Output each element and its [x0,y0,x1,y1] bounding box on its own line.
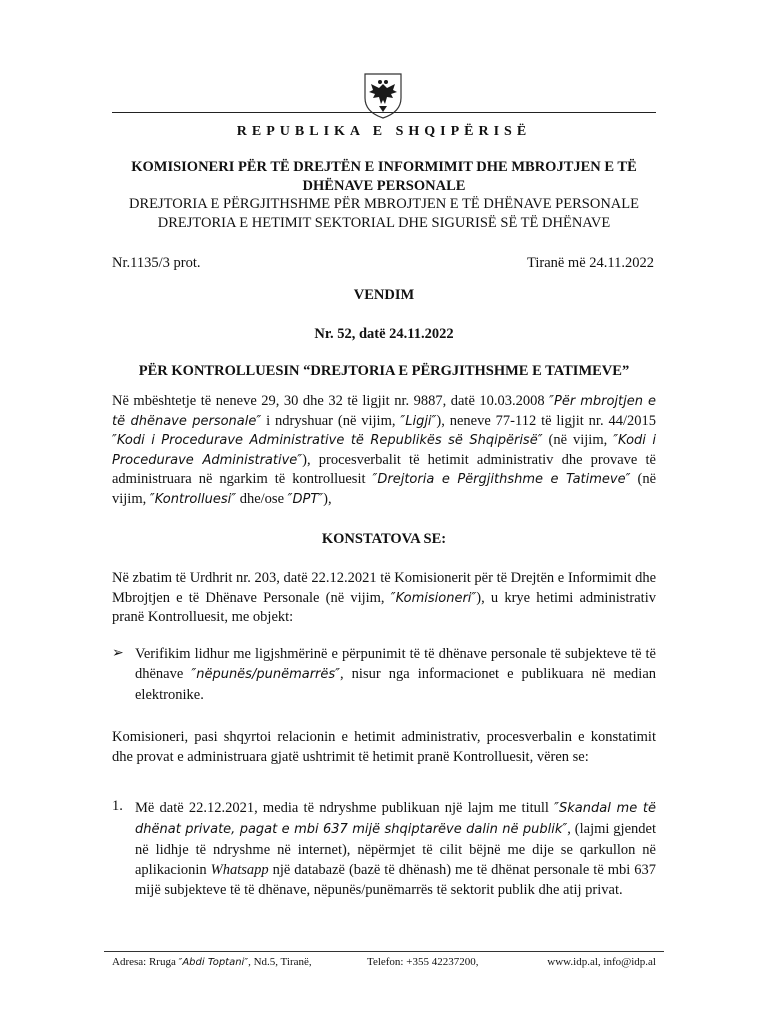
review-paragraph: Komisioneri, pasi shqyrtoi relacionin e hetimit administrativ, procesverbalin e konstatimit dhe provat e administruara gjatë ushtrimit të hetimit pranë Kontrolluesit, vëren se: [112,729,656,765]
legal-basis-paragraph: Në mbështetje të neneve 29, 30 dhe 32 të ligjit nr. 9887, datë 10.03.2008 ″Për mbrojtjen e të dhënave personale″ i ndryshuar (në vijim, ″Ligji″), neneve 77-112 të ligjit nr. 44/2015 ″Kodi i Procedurave Administrative të Republikës së Shqipërisë″ (në vijim, ″Kodi i Procedurave Administrative″), procesverbalit të hetimit administrativ dhe provave të administruara në ngarkim të kontrolluesit ″Drejtoria e Përgjithshme e Tatimeve″ (në vijim, ″Kontrolluesi″ dhe/ose ″DPT″), [112,393,657,507]
protocol-number: Nr.1135/3 prot. [112,255,201,271]
decision-number: Nr. 52, datë 24.11.2022 [314,326,454,342]
place-date: Tiranë më 24.11.2022 [526,255,654,271]
republic-heading: REPUBLIKA E SHQIPËRISË [236,124,532,139]
findings-heading: KONSTATOVA SE: [321,531,447,547]
decision-subject: PËR KONTROLLUESIN “DREJTORIA E PËRGJITHSHME E TATIMEVE” [138,363,630,379]
order-paragraph: Në zbatim të Urdhrit nr. 203, datë 22.12.2021 të Komisionerit për të Drejtën e Informimit dhe Mbrojtjen e të Dhënave Personale (në vijim, ″Komisioneri″), u krye hetimi administrativ pranë Kontrolluesit, me objekt: [112,570,657,625]
arrow-bullet-icon: ➢ [112,646,124,661]
objective-bullet: Verifikim lidhur me ligjshmërinë e përpunimit të të dhënave personale të subjekteve të të dhënave ″nëpunës/punëmarrës″, nisur nga informacionet e publikuara në median elektronike. [135,646,656,703]
list-item-number: 1. [112,798,123,814]
footer-web-email: www.idp.al, info@idp.al [547,956,656,968]
footer-address: Adresa: Rruga ″Abdi Toptani″, Nd.5, Tiranë, [112,956,312,968]
footer-phone: Telefon: +355 42237200, [367,956,479,968]
directorate-general-heading: DREJTORIA E PËRGJITHSHME PËR MBROJTJEN E TË DHËNAVE PERSONALE [129,196,639,212]
list-item: Më datë 22.12.2021, media të ndryshme publikuan një lajm me titull ″Skandal me të dhënat private, pagat e mbi 637 mijë shqiptarëve dalin në publik″, (lajmi gjendet në lidhje të ndryshme në internet), nëpërmjet të cilit bëjnë me dije se qarkullon në aplikacionin Whatsapp një databazë (bazë të dhënash) me të dhënat personale të mbi 637 mijë subjekteve të të dhënave, nëpunës/punëmarrës të sektorit publik dhe atij privat. [135,800,656,898]
footer-divider [104,951,664,952]
directorate-investigation-heading: DREJTORIA E HETIMIT SEKTORIAL DHE SIGURISË SË TË DHËNAVE [157,215,611,231]
decision-title: VENDIM [353,287,415,303]
header-divider [112,112,656,113]
commissioner-heading: KOMISIONERI PËR TË DREJTËN E INFORMIMIT DHE MBROJTJEN E TË DHËNAVE PERSONALE [131,159,637,194]
